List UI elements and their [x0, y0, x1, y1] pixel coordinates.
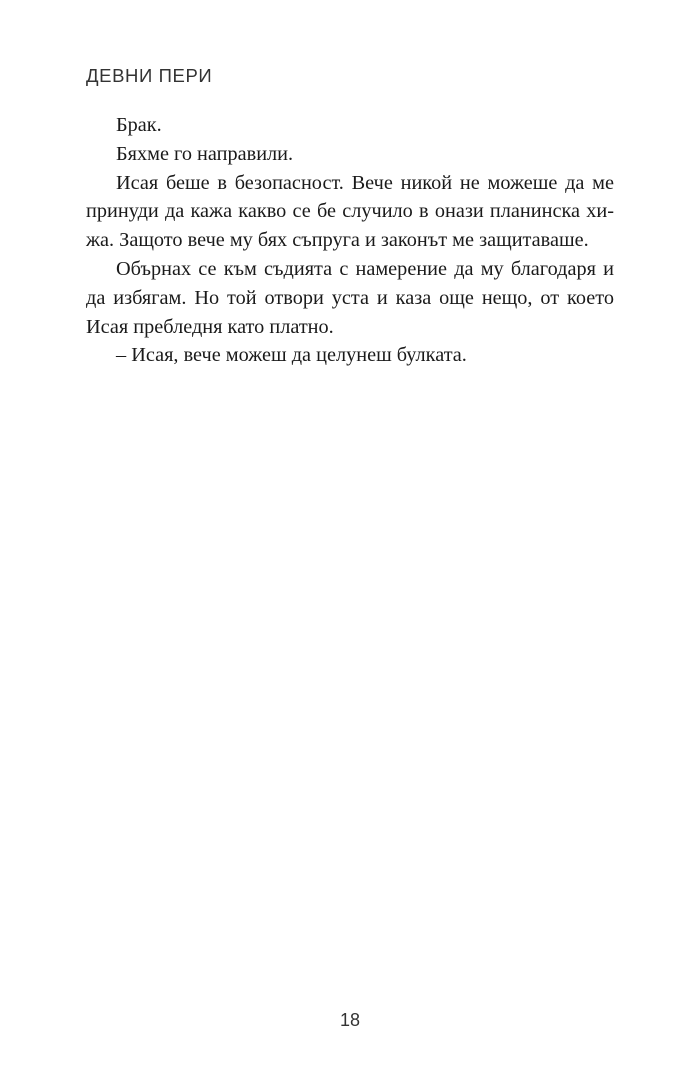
text-line: да избягам. Но той отвори уста и каза още нещо, от което	[86, 286, 614, 309]
paragraph	[86, 341, 614, 370]
body-text	[86, 111, 614, 370]
text-line: принуди да кажа какво се бе случило в онази планинска хи-	[86, 200, 614, 223]
page-number: 18	[339, 1010, 361, 1030]
text-line: Исая беше в безопасност. Вече никой не можеше да ме	[116, 171, 614, 194]
text-line: Обърнах се към съдията с намерение да му благодаря и	[116, 257, 614, 280]
paragraph	[86, 140, 614, 169]
text-line: Бяхме го направили.	[116, 142, 294, 165]
text-line: Исая пребледня като платно.	[86, 315, 334, 338]
text-line: жа. Защото вече му бях съпруга и законът ме защитаваше.	[86, 229, 589, 252]
paragraph	[86, 169, 614, 255]
running-head: ДЕВНИ ПЕРИ	[86, 65, 213, 86]
paragraph	[86, 255, 614, 341]
text-line: Брак.	[116, 114, 162, 136]
text-line: – Исая, вече можеш да целунеш булката.	[116, 344, 467, 367]
paragraph	[86, 111, 614, 140]
